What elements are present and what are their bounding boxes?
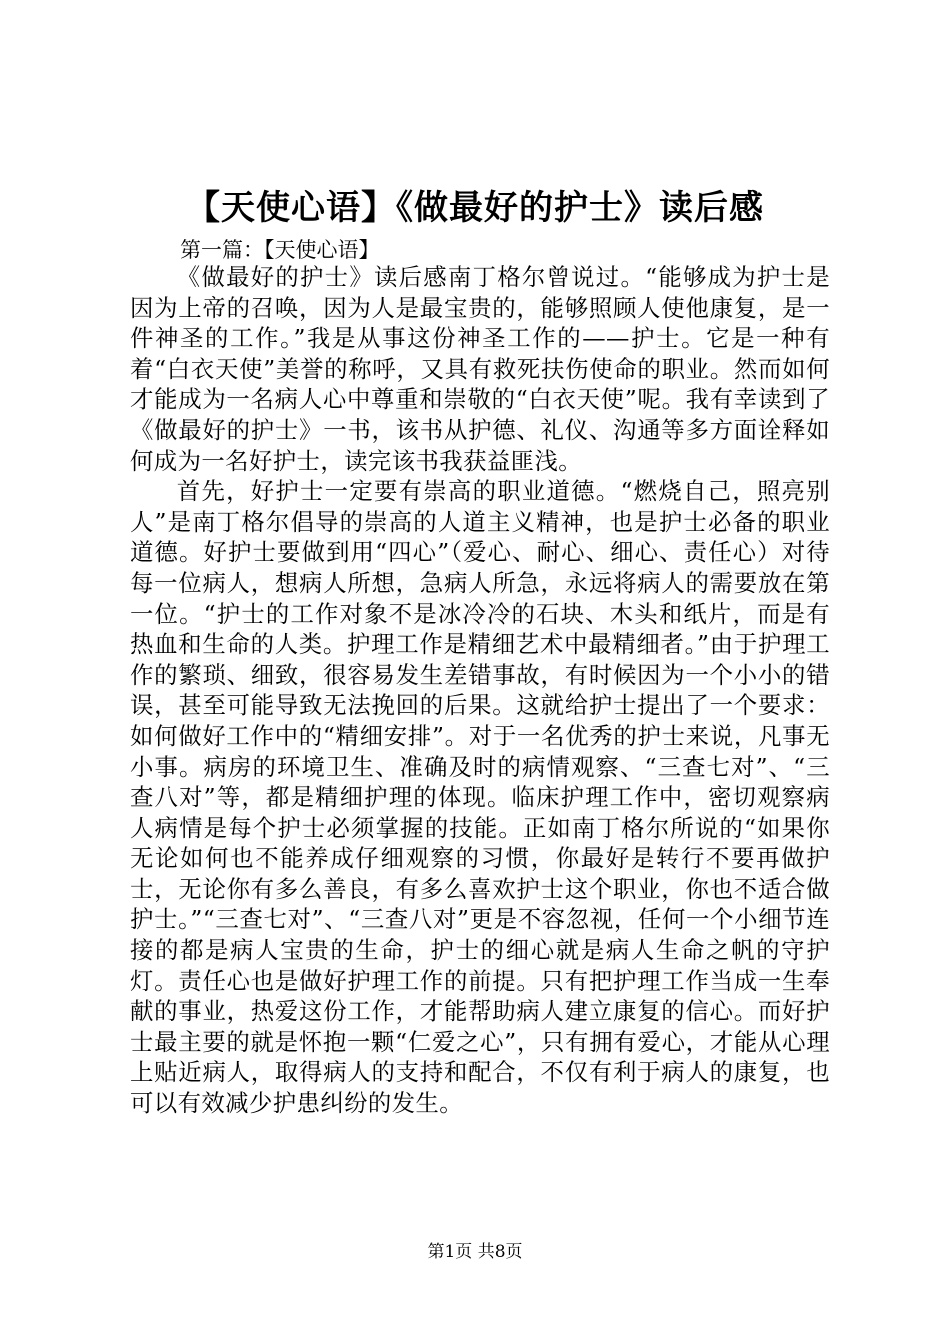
- section-heading: 第一篇：【天使心语】: [180, 238, 380, 262]
- document-body: [130, 262, 830, 1119]
- document-title: 【天使心语】《做最好的护士》读后感: [186, 188, 764, 228]
- paragraph-1: 《做最好的护士》读后感南丁格尔曾说过。“能够成为护士是因为上帝的召唤，因为人是最宝贵的，能够照顾人使他康复，是一件神圣的工作。”我是从事这份神圣工作的——护士。它是一种有着“白衣天使”美誉的称呼，又具有救死扶伤使命的职业。然而如何才能成为一名病人心中尊重和崇敬的“白衣天使”呢。我有幸读到了《做最好的护士》一书，该书从护德、礼仪、沟通等多方面诠释如何成为一名好护士，读完该书我获益匪浅。: [130, 263, 830, 475]
- paragraph-2: 首先，好护士一定要有崇高的职业道德。“燃烧自己，照亮别人”是南丁格尔倡导的崇高的人道主义精神，也是护士必备的职业道德。好护士要做到用“四心”（爱心、耐心、细心、责任心）对待每一位病人，想病人所想，急病人所急，永远将病人的需要放在第一位。“护士的工作对象不是冰冷冷的石块、木头和纸片，而是有热血和生命的人类。护理工作是精细艺术中最精细者。”由于护理工作的繁琐、细致，很容易发生差错事故，有时候因为一个小小的错误，甚至可能导致无法挽回的后果。这就给护士提出了一个要求：如何做好工作中的“精细安排”。对于一名优秀的护士来说，凡事无小事。病房的环境卫生、准确及时的病情观察、“三查七对”、“三查八对”等，都是精细护理的体现。临床护理工作中，密切观察病人病情是每个护士必须掌握的技能。正如南丁格尔所说的“如果你无论如何也不能养成仔细观察的习惯，你最好是转行不要再做护士，无论你有多么善良，有多么喜欢护士这个职业，你也不适合做护士。”“三查七对”、“三查八对”更是不容忽视，任何一个小细节连接的都是病人宝贵的生命，护士的细心就是病人生命之帆的守护灯。责任心也是做好护理工作的前提。只有把护理工作当成一生奉献的事业，热爱这份工作，才能帮助病人建立康复的信心。而好护士最主要的就是怀抱一颗“仁爱之心”，只有拥有爱心，才能从心理上贴近病人，取得病人的支持和配合，不仅有利于病人的康复，也可以有效减少护患纠纷的发生。: [130, 477, 830, 1118]
- page-number: 第1页 共8页: [427, 1242, 523, 1262]
